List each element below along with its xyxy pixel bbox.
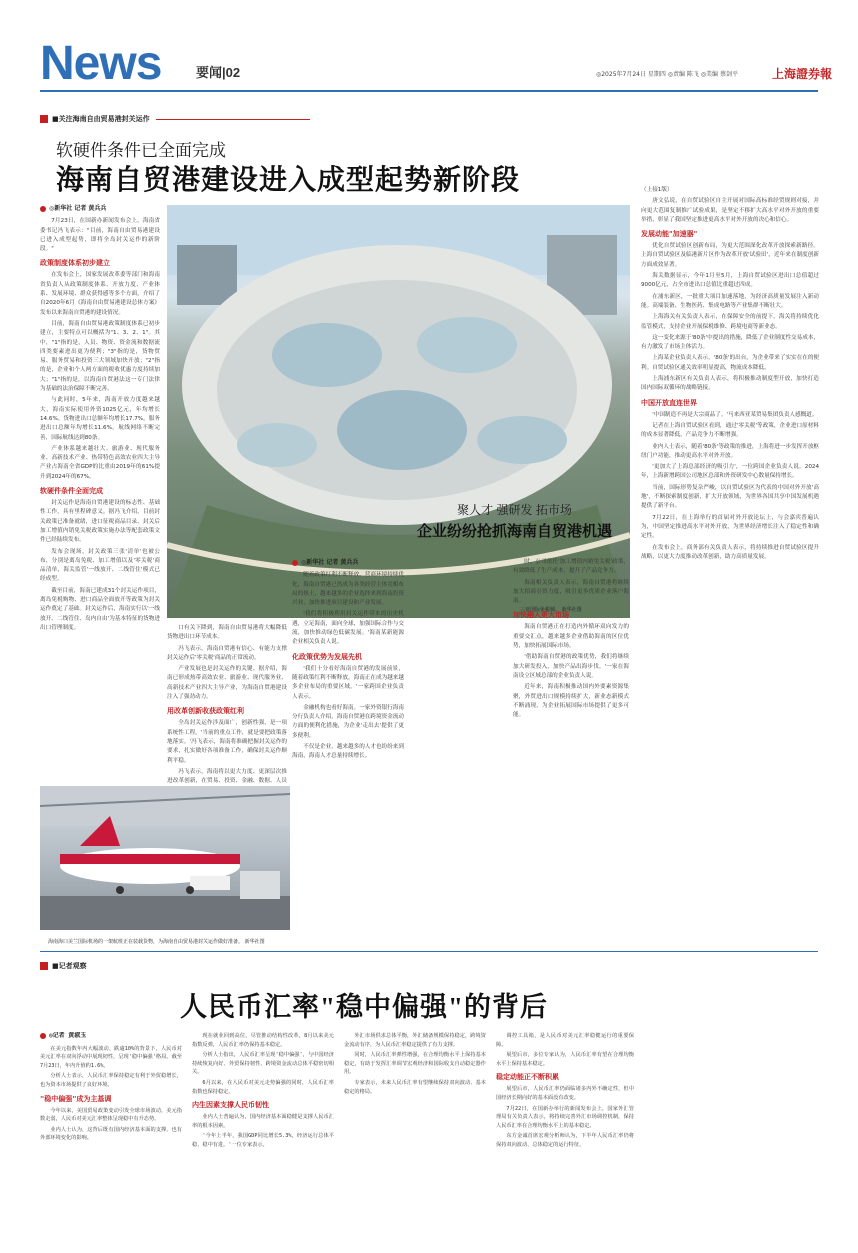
paragraph: 截至目前，海南已建成31个封关运作项目，离岛免税购物、进口商品全面放开等政策为封关运作奠定了基础。封关运作后，海南实行以'一线放开、二线管住、岛内自由'为基本特征的货物进出口管理制度。	[40, 587, 160, 631]
second-story-header	[392, 501, 637, 541]
observer-column-4	[496, 1032, 634, 1247]
paragraph: 冯飞表示，海南自贸港有信心、有能力支撑封关运作后'零关税'商品的正常流动。	[167, 645, 287, 661]
paragraph: 金融机构也看好海南。一家外资银行海南分行负责人介绍，海南自贸港在跨境资金流动方面的便利化措施，为企业'走出去'提供了更多便利。	[292, 704, 404, 739]
masthead-rule	[40, 90, 818, 92]
paragraph: 口有关下降到，海南自由贸易港将大幅降低货物进出口环节成本。	[167, 625, 287, 641]
paragraph: 分析人士表示，人民币汇率保持稳定有利于外贸稳增长，也为资本市场提供了良好环境。	[40, 1073, 182, 1088]
kicker-square-icon	[40, 115, 48, 123]
kicker-rule	[156, 119, 310, 120]
second-story-kicker: 聚人才 强研发 拓市场	[457, 503, 572, 517]
paragraph: 优化自贸试验区创新布局，为更大范围深化改革开放探索新路径。上海自贸试验区及临港新片区作为改革开放'试验田'，近年来在制度创新方面成效显著。	[641, 243, 819, 268]
observer-headline: 人民币汇率"稳中偏强"的背后	[180, 992, 548, 1022]
issue-meta: ◎2025年7月24日 星期四 ◎责编 陈飞 ◎美编 蔡剑平	[596, 71, 738, 78]
photo-caption-airport: 海南海口美兰国际机场的一架航班正在装载货物，为海南自由贸易港封关运作做好准备。 新华社图	[48, 939, 265, 945]
section-heading: 加快融入更大市场	[513, 611, 569, 620]
paragraph: 专家表示，未来人民币汇率有望继续保持双向波动、基本稳定的格局。	[344, 1079, 486, 1095]
observer-column-1	[40, 1032, 182, 1247]
paragraph: 不仅是企业，越来越多的人才也纷纷来到海南，海南人才总量持续增长。	[292, 744, 404, 760]
section-heading: 中国开放直连世界	[641, 398, 697, 407]
newspaper-brand: 上海證券報	[772, 67, 833, 81]
lead-byline: ◎新华社 记者 黄兵兵	[40, 204, 160, 213]
second-story-headline: 企业纷纷抢抓海南自贸港机遇	[416, 523, 612, 540]
mall-aerial-illustration	[167, 205, 630, 618]
photo-airport	[40, 786, 290, 930]
observer-byline: ◎记者 黄淑玉	[40, 1032, 182, 1041]
section-heading: 稳定动能正不断积累	[496, 1073, 559, 1082]
paragraph: 近年来，海南积极推动国内外要素资源集聚，外贸进出口规模持续扩大，新业态新模式不断涌现，为企业拓展国际市场提供了更多可能。	[513, 684, 629, 719]
paragraph: 7月22日，在国新办举行的新闻发布会上，国家外汇管理局有关负责人表示，将持续完善外汇市场调控机制，保持人民币汇率在合理均衡水平上的基本稳定。	[496, 1105, 634, 1129]
paragraph: 今年以来，美国贸易政策变动引发全球市场波动，美元指数走弱，人民币对美元汇率整体呈现稳中有升态势。	[40, 1107, 182, 1123]
paragraph: 冯飞表示，海南将以更大力度、更深层次推进改革创新，在贸易、投资、金融、数据、人员	[167, 768, 287, 785]
paragraph: 在浦东新区，一批重大项目加速落地，为经济高质量发展注入新动能。高端装备、生物医药、集成电路等产业集群不断壮大。	[641, 293, 819, 309]
section-heading: 化政策优势为发展先机	[292, 652, 362, 661]
paragraph: '我们十分看好海南自贸港的发展前景，随着政策红利不断释放，海南正在成为越来越多企业布局的重要区域。'一家跨国企业负责人表示。	[292, 665, 404, 700]
section-heading: 政策制度体系初步建立	[40, 259, 110, 268]
byline-dot-icon	[292, 560, 298, 566]
paragraph: 业内人士认为，这背后既有国内经济基本面的支撑，也有外部环境变化的影响。	[40, 1126, 182, 1142]
paragraph: 在美元指数年内大幅波动、跌逾10%的背景下，人民币对美元汇率在双向浮动中展现韧性，呈现'稳中偏强'格局。截至7月23日，年内升值约1.6%。	[40, 1045, 182, 1069]
paragraph: 在发布会上，商务部有关负责人表示，将持续推进自贸试验区提升战略，以更大力度推动改革创新，助力高质量发展。	[641, 544, 819, 560]
observer-tag: ■记者观察	[40, 961, 120, 971]
paragraph: 海南相关负责人表示，海南自贸港将继续加大招商引资力度，吸引更多优质企业落户海南。	[513, 579, 629, 605]
paragraph: 上海某企业负责人表示，'80条'的出台，为企业带来了实实在在的便利。自贸试验区通关效率明显提高，物流成本降低。	[641, 355, 819, 371]
observer-column-2	[192, 1032, 334, 1247]
lead-headline: 海南自贸港建设进入成型起势新阶段	[56, 164, 521, 195]
paragraph: 目前，海南自由贸易港政策制度体系已初步建立，主要特点可以概括为"1、3、2、1"。其中，"1"指的是，人员、物资、资金流和数据流四类要素进出更为便利；"3"指的是，货物贸易、服务贸易和投资三大领域加快开放；"2"指的是，企业和个人两方面的税收优惠力度持续加大；"1"指的是，以海南自贸港法这一专门法律为基础的法治保障不断完善。	[40, 320, 160, 393]
paragraph: 时，公司依托'加工增值内销免关税'政策，有效降低了生产成本，提升了产品竞争力。	[513, 559, 629, 575]
paragraph: 7月22日，在上海举行的首届对外开放论坛上，与会嘉宾普遍认为，中国坚定推进高水平对外开放，为世界经济增长注入了稳定性和确定性。	[641, 514, 819, 540]
paragraph: 这一变化来源于'80条'中提出的措施，降低了企业制度性交易成本，有力激发了市场主体活力。	[641, 334, 819, 351]
section-heading: 发展动能"加速器"	[641, 230, 698, 239]
second-byline: ◎新华社 记者 黄兵兵	[292, 558, 404, 567]
section-tag: 要闻|02	[196, 65, 241, 80]
paragraph: 在发布会上，国家发展改革委等部门和海南省负责人从政策制度体系、开放力度、产业体系、发展环境、群众获得感等多个方面，介绍了自2020年6月《海南自由贸易港建设总体方案》发布以来海南自贸港的建设情况。	[40, 272, 160, 316]
paragraph: 展望后市，人民币汇率仍面临诸多内外不确定性，但中国经济长期向好的基本面没有改变。	[496, 1086, 634, 1101]
continued-marker: （上接1版）	[641, 187, 673, 193]
paragraph: 展望后市，多位专家认为，人民币汇率有望在合理均衡水平上保持基本稳定。	[496, 1052, 634, 1067]
photo-caption-mall: 三亚国际免税城。 新华社图	[520, 607, 582, 613]
paragraph: 记者在上海自贸试验区看到，通过'零关税'等政策，企业进口原材料的成本显著降低，产品竞争力不断增强。	[641, 422, 819, 439]
byline-dot-icon	[40, 1033, 46, 1039]
paragraph: 发布会现场，封关政策三张'清单'也被公布，分别是离岛免税、加工增值以及'零关税'商品清单，海关监管'一线放开、二线管住'模式已经成型。	[40, 548, 160, 583]
paragraph: 唐文弘说，在自贸试验区自主开展对国际高标准经贸规则对接，并向更大范围复制推广试验成果，是坚定不移扩大高水平对外开放的重要举措，彰显了我国坚定推进更高水平对外开放的决心和信心。	[641, 198, 819, 223]
paragraph: 全岛封关运作涉及面广，创新性强，是一项系统性工程。'当前的重点工作，就是要把政策落地落实。'冯飞表示，海南将准确把握封关运作的要求，扎实做好各项准备工作，确保封关运作顺利平稳。	[167, 720, 287, 764]
tag-square-icon	[40, 962, 48, 970]
lead-subtitle: 软硬件条件已全面完成	[56, 141, 226, 160]
section-heading: 软硬件条件全面完成	[40, 487, 103, 496]
paragraph: 产业发展也是封关运作的关键。据介绍，海南已形成热带高效农业、旅游业、现代服务业、高新技术产业四大主导产业，为海南自贸港建设注入了强劲动力。	[167, 666, 287, 701]
paragraph: 海南自贸港正在打造内外循环双向发力的重要交汇点，越来越多企业借助海南的区位优势，加快拓展国际市场。	[513, 624, 629, 650]
paragraph: 同时，人民币汇率弹性增强，在合理均衡水平上保持基本稳定，有助于发挥汇率调节宏观经济和国际收支自动稳定器作用。	[344, 1052, 486, 1076]
paragraph: 封关运作是海南自贸港建设的标志性、基础性工作，具有里程碑意义。据冯飞介绍，目前封关政策已准备就绪，进口征税商品目录、封关后加工增值内销免关税政策实施办法等配套政策文件已经陆续发布。	[40, 500, 160, 544]
right-column	[641, 186, 819, 946]
paragraph: 东方金诚首席宏观分析师认为，下半年人民币汇率仍将保持双向波动、总体稳定的运行特征。	[496, 1133, 634, 1148]
kicker-text: ■关注海南自由贸易港封关运作	[52, 115, 150, 123]
paragraph: 随着政策红利不断释放、营商环境持续优化，海南自贸港已然成为各类经营主体竞相布局的热土，越来越多的企业选择来到海南投资兴业，加快推进项目建设和产业发展。	[292, 572, 404, 607]
paragraph: 调控工具箱，是人民币对美元汇率稳健运行的重要保障。	[496, 1033, 634, 1048]
paragraph: 海关数据显示，今年1月至5月，上海自贸试验区进出口总值超过9000亿元，占全市进出口总值比重超过四成。	[641, 273, 819, 289]
photo-duty-free-mall	[167, 205, 630, 618]
paragraph: 7月23日，在国新办新闻发布会上，海南省委书记冯飞表示："目前，海南自由贸易港建设已进入成型起势，即将全岛封关运作的新阶段。"	[40, 218, 160, 253]
lead-kicker	[40, 113, 310, 125]
paragraph: '更加大了上海总部经济的吸引力'，一位跨国企业负责人说。2024年，上海新增跨国公司地区总部和外资研发中心数量保持增长。	[641, 464, 819, 480]
paragraph: '我们将积极利用封关运作带来的历史机遇，立足海南，面向全球，加强国际合作与交流，加快推动绿色低碳发展。'海南某新能源企业相关负责人说。	[292, 611, 404, 646]
paragraph: 分析人士指出，人民币汇率呈现'稳中偏强'，与中国经济持续恢复向好、外贸保持韧性、跨境资金流动总体平稳密切相关。	[192, 1052, 334, 1076]
paragraph: 业内人士普遍认为，国内经济基本面稳健是支撑人民币汇率的根本因素。	[192, 1114, 334, 1129]
paragraph: 现在就业回到高位，尽管推动结构性改革，8月以来美元指数反弹，人民币汇率仍保持基本稳定。	[192, 1033, 334, 1048]
second-story-column-1	[292, 558, 404, 934]
paragraph: 6月以来，在人民币对美元走势偏强的同时，人民币汇率指数也保持稳定。	[192, 1079, 334, 1095]
paragraph: 外汇市场供求总体平衡，外汇储备规模保持稳定，跨境资金流动有序，为人民币汇率稳定提供了有力支撑。	[344, 1033, 486, 1048]
section-heading: "稳中偏强"成为主基调	[40, 1094, 112, 1103]
second-story-column-2	[513, 558, 629, 934]
airport-illustration	[40, 786, 290, 930]
paragraph: '中国制造不再是大宗商品了。'马来西亚某贸易集团负责人感慨道。	[652, 411, 818, 418]
paragraph: 产业体系越来越壮大。旅游业、现代服务业、高新技术产业、热带特色高效农业四大主导产业占海南全省GDP的比重由2019年的61%提升到2024年的67%。	[40, 445, 160, 480]
paragraph: 与此同时，5年来，海南开放力度越来越大，海南实际使用外资1025亿元，年均增长14.6%。货物进出口总额年均增长17.7%，服务进出口总额年均增长11.6%。航线网络不断完善，国际航线达到80条。	[40, 397, 160, 441]
news-logo: News	[40, 37, 162, 90]
paragraph: 当前，国际形势复杂严峻，以自贸试验区为代表的中国对外开放'高地'，不断探索制度创新，扩大开放领域，为世界各国共享中国发展机遇提供了新平台。	[641, 484, 819, 510]
paragraph: 上海海关有关负责人表示，在保障安全的前提下，海关将持续优化监管模式，支持企业开展保税维修、跨境电商等新业态。	[641, 314, 819, 330]
section-rule	[40, 951, 818, 952]
paragraph: '借助海南自贸港的政策优势，我们将继续加大研发投入，加快产品出海步伐。'一家在海南设立区域总部的企业负责人说。	[513, 654, 629, 679]
paragraph: 上海浦东新区有关负责人表示，将积极推动制度型开放，加快打造国内国际双循环的战略链接。	[641, 376, 819, 392]
byline-dot-icon	[40, 206, 46, 212]
section-heading: 用改革创新收获政策红利	[167, 707, 244, 716]
observer-column-3	[344, 1032, 486, 1247]
masthead	[0, 0, 858, 100]
section-heading: 内生因素支撑人民币韧性	[192, 1101, 269, 1110]
paragraph: 业内人士表示，随着'80条'等政策的推进，上海将进一步发挥开放枢纽门户功能，推动更高水平对外开放。	[641, 443, 819, 459]
lead-column-1	[40, 204, 160, 784]
paragraph: '今年上半年，我国GDP同比增长5.3%，经济运行总体平稳、稳中有进。'一位专家表示。	[192, 1133, 334, 1148]
